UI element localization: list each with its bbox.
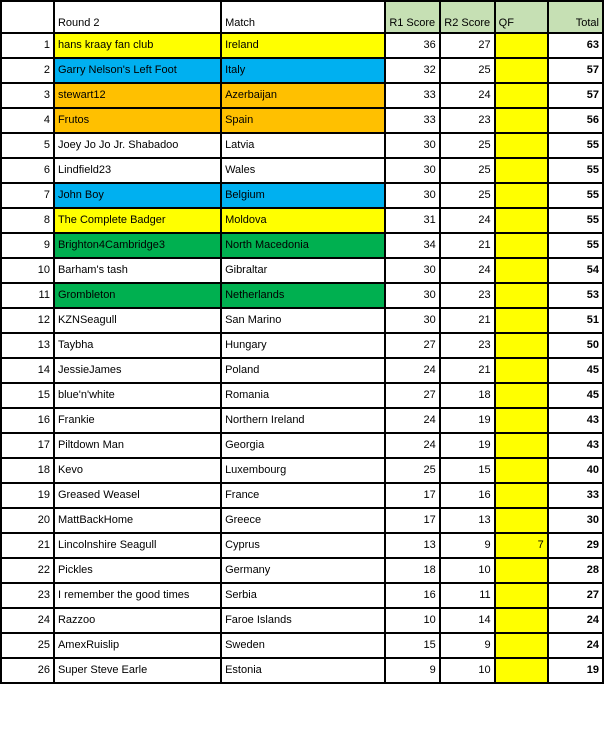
total-cell[interactable]: 33: [548, 483, 603, 508]
player-name-cell[interactable]: Barham's tash: [54, 258, 221, 283]
total-cell[interactable]: 55: [548, 158, 603, 183]
row-number-cell[interactable]: 14: [1, 358, 54, 383]
match-cell[interactable]: Faroe Islands: [221, 608, 385, 633]
qf-cell[interactable]: [495, 358, 548, 383]
total-cell[interactable]: 19: [548, 658, 603, 683]
r1-score-cell[interactable]: 17: [385, 508, 440, 533]
row-number-cell[interactable]: 25: [1, 633, 54, 658]
r2-score-cell[interactable]: 19: [440, 408, 495, 433]
r2-score-cell[interactable]: 27: [440, 33, 495, 58]
r1-score-cell[interactable]: 27: [385, 333, 440, 358]
r2-score-cell[interactable]: 24: [440, 208, 495, 233]
r1-score-cell[interactable]: 13: [385, 533, 440, 558]
r2-score-cell[interactable]: 25: [440, 183, 495, 208]
qf-cell[interactable]: [495, 158, 548, 183]
r1-score-cell[interactable]: 30: [385, 183, 440, 208]
total-cell[interactable]: 24: [548, 608, 603, 633]
r1-score-cell[interactable]: 36: [385, 33, 440, 58]
table-row: [1, 358, 603, 383]
table-row: [1, 458, 603, 483]
qf-cell[interactable]: [495, 458, 548, 483]
qf-cell[interactable]: [495, 108, 548, 133]
match-cell[interactable]: France: [221, 483, 385, 508]
row-number-cell[interactable]: 13: [1, 333, 54, 358]
row-number-cell[interactable]: 19: [1, 483, 54, 508]
player-name-cell[interactable]: Frutos: [54, 108, 221, 133]
match-cell[interactable]: Sweden: [221, 633, 385, 658]
qf-cell[interactable]: [495, 83, 548, 108]
player-name-cell[interactable]: Garry Nelson's Left Foot: [54, 58, 221, 83]
r1-score-cell[interactable]: 9: [385, 658, 440, 683]
r1-score-cell[interactable]: 30: [385, 133, 440, 158]
match-cell[interactable]: Northern Ireland: [221, 408, 385, 433]
table-row: [1, 133, 603, 158]
r2-score-cell[interactable]: 15: [440, 458, 495, 483]
r2-score-cell[interactable]: 23: [440, 108, 495, 133]
r2-score-cell[interactable]: 25: [440, 133, 495, 158]
total-cell[interactable]: 24: [548, 633, 603, 658]
table-row: [1, 233, 603, 258]
table-row: [1, 383, 603, 408]
match-cell[interactable]: Wales: [221, 158, 385, 183]
match-cell[interactable]: Spain: [221, 108, 385, 133]
table-row: [1, 83, 603, 108]
header-row: [1, 1, 603, 33]
table-row: [1, 583, 603, 608]
row-number-cell[interactable]: 17: [1, 433, 54, 458]
r2-score-cell[interactable]: 16: [440, 483, 495, 508]
player-name-cell[interactable]: Brighton4Cambridge3: [54, 233, 221, 258]
table-row: [1, 633, 603, 658]
r1-score-cell[interactable]: 18: [385, 558, 440, 583]
qf-cell[interactable]: [495, 33, 548, 58]
r1-score-cell[interactable]: 32: [385, 58, 440, 83]
table-row: [1, 33, 603, 58]
qf-cell[interactable]: [495, 183, 548, 208]
row-number-cell[interactable]: 2: [1, 58, 54, 83]
r2-score-cell[interactable]: 25: [440, 158, 495, 183]
match-cell[interactable]: Netherlands: [221, 283, 385, 308]
total-cell[interactable]: 29: [548, 533, 603, 558]
r2-score-cell[interactable]: 11: [440, 583, 495, 608]
match-cell[interactable]: Romania: [221, 383, 385, 408]
r1-score-cell[interactable]: 15: [385, 633, 440, 658]
table-body: [1, 1, 603, 683]
row-number-cell[interactable]: 23: [1, 583, 54, 608]
r1-score-cell[interactable]: 31: [385, 208, 440, 233]
qf-cell[interactable]: [495, 383, 548, 408]
qf-cell[interactable]: [495, 658, 548, 683]
player-name-cell[interactable]: Taybha: [54, 333, 221, 358]
row-number-cell[interactable]: 6: [1, 158, 54, 183]
player-name-cell[interactable]: I remember the good times: [54, 583, 221, 608]
table-row: [1, 208, 603, 233]
player-name-cell[interactable]: Grombleton: [54, 283, 221, 308]
table-row: [1, 308, 603, 333]
r1-score-cell[interactable]: 16: [385, 583, 440, 608]
total-cell[interactable]: 50: [548, 333, 603, 358]
r1-score-cell[interactable]: 24: [385, 408, 440, 433]
player-name-cell[interactable]: blue'n'white: [54, 383, 221, 408]
row-number-cell[interactable]: 24: [1, 608, 54, 633]
table-row: [1, 508, 603, 533]
total-cell[interactable]: 55: [548, 133, 603, 158]
player-name-cell[interactable]: MattBackHome: [54, 508, 221, 533]
match-cell[interactable]: Belgium: [221, 183, 385, 208]
qf-cell[interactable]: [495, 133, 548, 158]
match-cell[interactable]: Italy: [221, 58, 385, 83]
row-number-cell[interactable]: 8: [1, 208, 54, 233]
row-number-cell[interactable]: 21: [1, 533, 54, 558]
qf-cell[interactable]: [495, 233, 548, 258]
r2-score-cell[interactable]: 13: [440, 508, 495, 533]
r2-score-cell[interactable]: 25: [440, 58, 495, 83]
r2-score-cell[interactable]: 19: [440, 433, 495, 458]
table-row: [1, 433, 603, 458]
r2-score-cell[interactable]: 24: [440, 83, 495, 108]
row-number-cell[interactable]: 15: [1, 383, 54, 408]
match-cell[interactable]: Latvia: [221, 133, 385, 158]
r2-score-cell[interactable]: 21: [440, 358, 495, 383]
player-name-cell[interactable]: KZNSeagull: [54, 308, 221, 333]
player-name-cell[interactable]: Piltdown Man: [54, 433, 221, 458]
row-number-cell[interactable]: 9: [1, 233, 54, 258]
player-name-cell[interactable]: Lincolnshire Seagull: [54, 533, 221, 558]
r2-score-cell[interactable]: 10: [440, 658, 495, 683]
match-cell[interactable]: Germany: [221, 558, 385, 583]
total-cell[interactable]: 56: [548, 108, 603, 133]
table-row: [1, 58, 603, 83]
header-total-cell[interactable]: Total: [548, 1, 603, 33]
r2-score-cell[interactable]: 14: [440, 608, 495, 633]
match-cell[interactable]: Estonia: [221, 658, 385, 683]
row-number-cell[interactable]: 22: [1, 558, 54, 583]
total-cell[interactable]: 27: [548, 583, 603, 608]
qf-cell[interactable]: [495, 208, 548, 233]
match-cell[interactable]: San Marino: [221, 308, 385, 333]
total-cell[interactable]: 28: [548, 558, 603, 583]
match-cell[interactable]: Cyprus: [221, 533, 385, 558]
table-row: [1, 283, 603, 308]
row-number-cell[interactable]: 5: [1, 133, 54, 158]
r2-score-cell[interactable]: 21: [440, 233, 495, 258]
qf-cell[interactable]: [495, 333, 548, 358]
match-cell[interactable]: North Macedonia: [221, 233, 385, 258]
r2-score-cell[interactable]: 9: [440, 533, 495, 558]
total-cell[interactable]: 54: [548, 258, 603, 283]
match-cell[interactable]: Ireland: [221, 33, 385, 58]
table-row: [1, 158, 603, 183]
match-cell[interactable]: Azerbaijan: [221, 83, 385, 108]
player-name-cell[interactable]: Greased Weasel: [54, 483, 221, 508]
header-round-cell[interactable]: Round 2: [54, 1, 221, 33]
r1-score-cell[interactable]: 10: [385, 608, 440, 633]
r1-score-cell[interactable]: 24: [385, 358, 440, 383]
match-cell[interactable]: Greece: [221, 508, 385, 533]
row-number-cell[interactable]: 26: [1, 658, 54, 683]
row-number-cell[interactable]: 11: [1, 283, 54, 308]
match-cell[interactable]: Moldova: [221, 208, 385, 233]
player-name-cell[interactable]: Super Steve Earle: [54, 658, 221, 683]
table-row: [1, 333, 603, 358]
header-qf-cell[interactable]: QF: [495, 1, 548, 33]
qf-cell[interactable]: [495, 58, 548, 83]
qf-cell[interactable]: [495, 308, 548, 333]
r1-score-cell[interactable]: 27: [385, 383, 440, 408]
r1-score-cell[interactable]: 33: [385, 83, 440, 108]
total-cell[interactable]: 55: [548, 208, 603, 233]
total-cell[interactable]: 40: [548, 458, 603, 483]
match-cell[interactable]: Poland: [221, 358, 385, 383]
table-row: [1, 483, 603, 508]
total-cell[interactable]: 55: [548, 233, 603, 258]
table-row: [1, 408, 603, 433]
r2-score-cell[interactable]: 10: [440, 558, 495, 583]
qf-cell[interactable]: [495, 483, 548, 508]
total-cell[interactable]: 55: [548, 183, 603, 208]
row-number-cell[interactable]: 20: [1, 508, 54, 533]
row-number-cell[interactable]: 1: [1, 33, 54, 58]
player-name-cell[interactable]: Pickles: [54, 558, 221, 583]
row-number-cell[interactable]: 4: [1, 108, 54, 133]
player-name-cell[interactable]: Kevo: [54, 458, 221, 483]
qf-cell[interactable]: [495, 583, 548, 608]
r1-score-cell[interactable]: 30: [385, 308, 440, 333]
qf-cell[interactable]: [495, 408, 548, 433]
match-cell[interactable]: Georgia: [221, 433, 385, 458]
qf-cell[interactable]: [495, 608, 548, 633]
qf-cell[interactable]: [495, 558, 548, 583]
row-number-cell[interactable]: 10: [1, 258, 54, 283]
match-cell[interactable]: Hungary: [221, 333, 385, 358]
total-cell[interactable]: 45: [548, 358, 603, 383]
total-cell[interactable]: 43: [548, 408, 603, 433]
header-r2-cell[interactable]: R2 Score: [440, 1, 495, 33]
player-name-cell[interactable]: Joey Jo Jo Jr. Shabadoo: [54, 133, 221, 158]
total-cell[interactable]: 63: [548, 33, 603, 58]
total-cell[interactable]: 30: [548, 508, 603, 533]
match-cell[interactable]: Gibraltar: [221, 258, 385, 283]
match-cell[interactable]: Luxembourg: [221, 458, 385, 483]
total-cell[interactable]: 57: [548, 58, 603, 83]
qf-cell[interactable]: 7: [495, 533, 548, 558]
table-row: [1, 558, 603, 583]
r1-score-cell[interactable]: 30: [385, 158, 440, 183]
table-row: [1, 608, 603, 633]
header-num-cell[interactable]: [1, 1, 54, 33]
r2-score-cell[interactable]: 24: [440, 258, 495, 283]
r1-score-cell[interactable]: 24: [385, 433, 440, 458]
r2-score-cell[interactable]: 18: [440, 383, 495, 408]
total-cell[interactable]: 45: [548, 383, 603, 408]
qf-cell[interactable]: [495, 508, 548, 533]
r2-score-cell[interactable]: 9: [440, 633, 495, 658]
player-name-cell[interactable]: Frankie: [54, 408, 221, 433]
row-number-cell[interactable]: 18: [1, 458, 54, 483]
player-name-cell[interactable]: The Complete Badger: [54, 208, 221, 233]
r2-score-cell[interactable]: 23: [440, 283, 495, 308]
header-match-cell[interactable]: Match: [221, 1, 385, 33]
qf-cell[interactable]: [495, 633, 548, 658]
r1-score-cell[interactable]: 17: [385, 483, 440, 508]
qf-cell[interactable]: [495, 258, 548, 283]
r1-score-cell[interactable]: 30: [385, 283, 440, 308]
row-number-cell[interactable]: 16: [1, 408, 54, 433]
r1-score-cell[interactable]: 33: [385, 108, 440, 133]
qf-cell[interactable]: [495, 433, 548, 458]
player-name-cell[interactable]: stewart12: [54, 83, 221, 108]
player-name-cell[interactable]: John Boy: [54, 183, 221, 208]
total-cell[interactable]: 43: [548, 433, 603, 458]
player-name-cell[interactable]: AmexRuislip: [54, 633, 221, 658]
player-name-cell[interactable]: hans kraay fan club: [54, 33, 221, 58]
table-row: [1, 108, 603, 133]
table-row: [1, 183, 603, 208]
total-cell[interactable]: 53: [548, 283, 603, 308]
player-name-cell[interactable]: JessieJames: [54, 358, 221, 383]
qf-cell[interactable]: [495, 283, 548, 308]
r2-score-cell[interactable]: 23: [440, 333, 495, 358]
total-cell[interactable]: 57: [548, 83, 603, 108]
player-name-cell[interactable]: Razzoo: [54, 608, 221, 633]
table-row: [1, 658, 603, 683]
match-cell[interactable]: Serbia: [221, 583, 385, 608]
table-row: [1, 533, 603, 558]
header-r1-cell[interactable]: R1 Score: [385, 1, 440, 33]
table-row: [1, 258, 603, 283]
r1-score-cell[interactable]: 25: [385, 458, 440, 483]
player-name-cell[interactable]: Lindfield23: [54, 158, 221, 183]
total-cell[interactable]: 51: [548, 308, 603, 333]
row-number-cell[interactable]: 7: [1, 183, 54, 208]
r1-score-cell[interactable]: 34: [385, 233, 440, 258]
r1-score-cell[interactable]: 30: [385, 258, 440, 283]
r2-score-cell[interactable]: 21: [440, 308, 495, 333]
row-number-cell[interactable]: 3: [1, 83, 54, 108]
row-number-cell[interactable]: 12: [1, 308, 54, 333]
